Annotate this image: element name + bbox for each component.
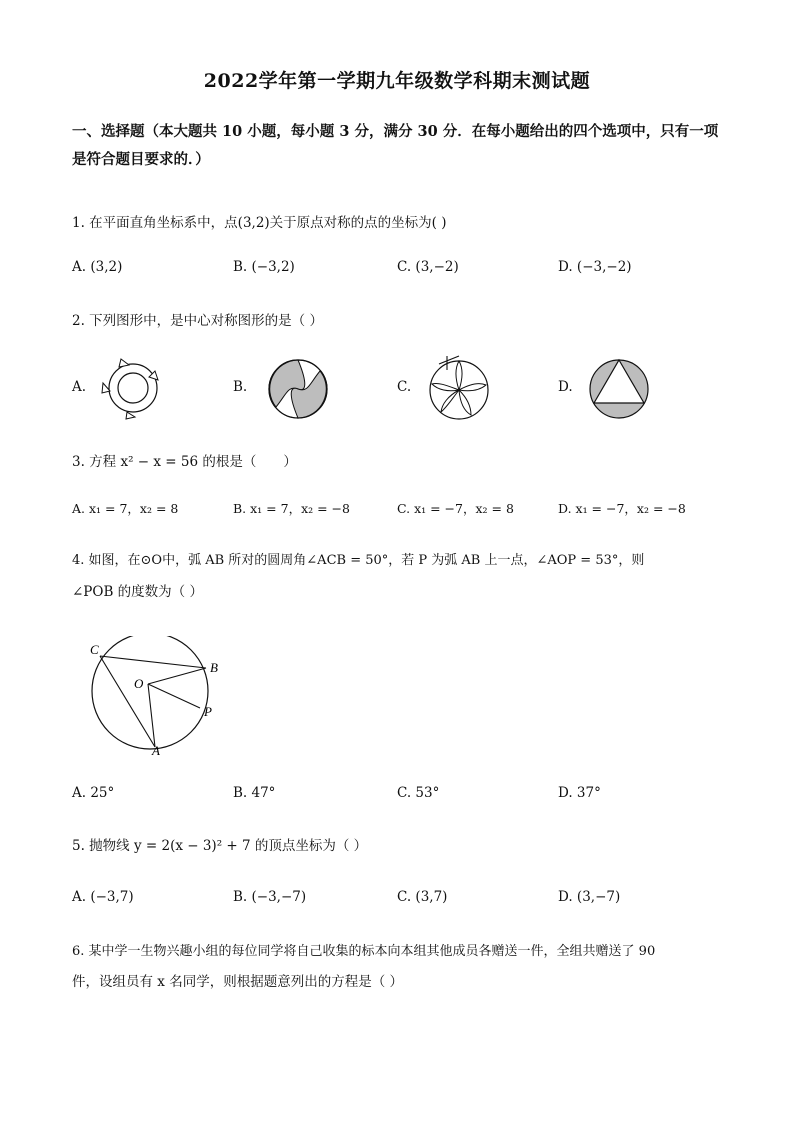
q3-option-c: C. x₁ = −7，x₂ = 8: [397, 501, 514, 516]
page-title: 2022学年第一学期九年级数学科期末测试题: [203, 70, 591, 92]
q1-option-b: B. (−3,2): [233, 259, 295, 275]
figure-flower-circle: [427, 354, 491, 422]
question-4-line-2: ∠POB 的度数为（ ）: [72, 584, 203, 600]
section-heading: 一、选择题（本大题共 10 小题，每小题 3 分，满分 30 分．在每小题给出的四个选项中，只有一项是符合题目要求的．）: [72, 123, 719, 168]
label-p: P: [204, 704, 212, 719]
q3-option-d: D. x₁ = −7，x₂ = −8: [558, 501, 686, 516]
q5-option-a: A. (−3,7): [72, 889, 134, 905]
q4-option-c: C. 53°: [397, 785, 440, 801]
question-6-line-1: 6. 某中学一生物兴趣小组的每位同学将自己收集的标本向本组其他成员各赠送一件，全组共赠送了 90: [72, 944, 656, 959]
question-6-line-2: 件，设组员有 x 名同学，则根据题意列出的方程是（ ）: [72, 974, 403, 990]
q2-option-c: C.: [397, 379, 412, 395]
figure-circle-o: [80, 636, 230, 756]
q2-option-b: B.: [233, 379, 248, 395]
figure-triangle-in-circle: [587, 357, 651, 421]
q4-option-b: B. 47°: [233, 785, 276, 801]
q4-option-a: A. 25°: [72, 785, 115, 801]
figure-yin-yang-circle: [266, 357, 330, 421]
q1-option-d: D. (−3,−2): [558, 259, 632, 275]
q2-option-d: D.: [558, 379, 573, 395]
q3-option-b: B. x₁ = 7，x₂ = −8: [233, 501, 350, 516]
q5-option-d: D. (3,−7): [558, 889, 621, 905]
q5-option-b: B. (−3,−7): [233, 889, 307, 905]
q5-option-c: C. (3,7): [397, 889, 448, 905]
q4-option-d: D. 37°: [558, 785, 601, 801]
label-o: O: [134, 676, 144, 691]
question-5: 5. 抛物线 y = 2(x − 3)² + 7 的顶点坐标为（ ）: [72, 838, 368, 854]
label-b: B: [210, 660, 218, 675]
figure-ring-with-arrows: [100, 355, 166, 421]
q1-option-a: A. (3,2): [72, 259, 123, 275]
q1-option-c: C. (3,−2): [397, 259, 459, 275]
question-2: 2. 下列图形中，是中心对称图形的是（ ）: [72, 313, 323, 329]
label-a: A: [152, 743, 160, 756]
q3-option-a: A. x₁ = 7，x₂ = 8: [72, 501, 179, 516]
question-3: 3. 方程 x² − x = 56 的根是（ ）: [72, 454, 297, 470]
question-4-line-1: 4. 如图，在⊙O中，弧 AB 所对的圆周角∠ACB = 50°，若 P 为弧 AB 上一点，∠AOP = 53°，则: [72, 553, 645, 568]
question-1: 1. 在平面直角坐标系中，点(3,2)关于原点对称的点的坐标为( ): [72, 215, 447, 231]
label-c: C: [90, 642, 99, 657]
q2-option-a: A.: [72, 379, 87, 395]
